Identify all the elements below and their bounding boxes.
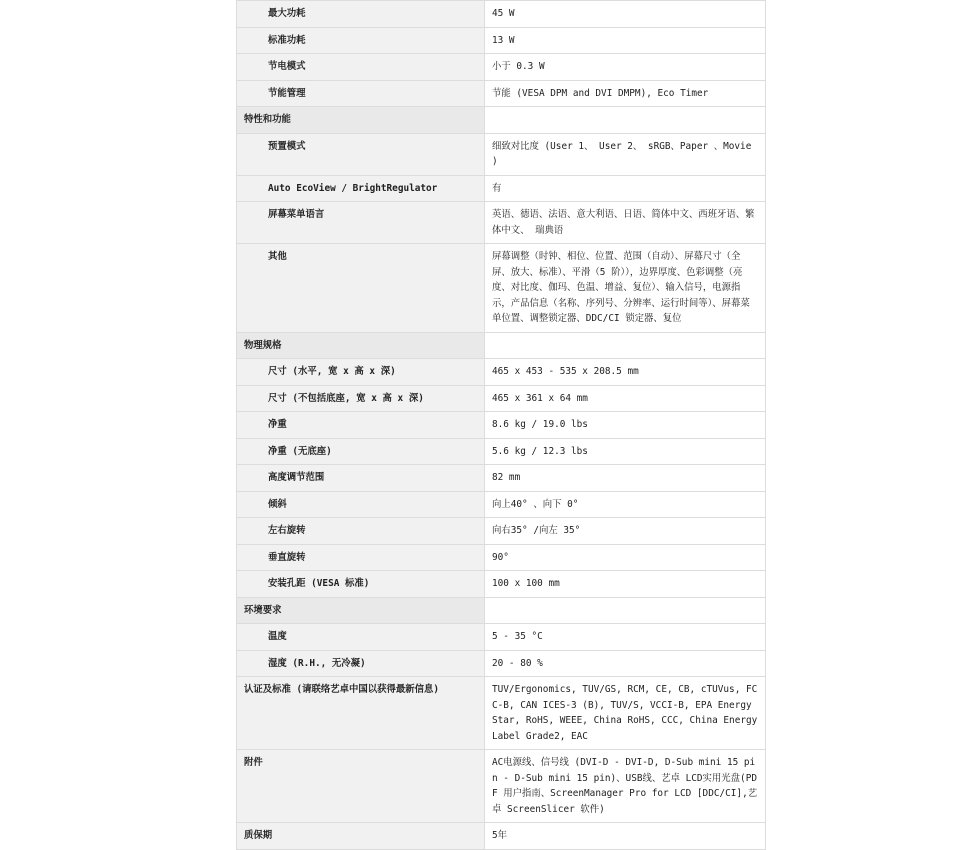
spec-label: 温度 [237,624,485,651]
spec-row [237,359,766,386]
spec-label: 预置模式 [237,133,485,175]
spec-value: 英语、德语、法语、意大利语、日语、简体中文、西班牙语、繁体中文、 瑞典语 [485,202,766,244]
spec-label: 质保期 [237,823,485,850]
spec-value: 8.6 kg / 19.0 lbs [485,412,766,439]
spec-value: 5.6 kg / 12.3 lbs [485,438,766,465]
spec-label: 垂直旋转 [237,544,485,571]
spec-row [237,518,766,545]
spec-value [485,107,766,134]
spec-value: 小于 0.3 W [485,54,766,81]
spec-row [237,624,766,651]
spec-row [237,412,766,439]
spec-label: 节电模式 [237,54,485,81]
section-header-row [237,332,766,359]
spec-label: 最大功耗 [237,1,485,28]
spec-value: 100 x 100 mm [485,571,766,598]
spec-value: 90° [485,544,766,571]
spec-value: 45 W [485,1,766,28]
section-header-row [237,597,766,624]
spec-value: 82 mm [485,465,766,492]
spec-value: 细致对比度 (User 1、 User 2、 sRGB、Paper 、Movie ) [485,133,766,175]
spec-row [237,80,766,107]
spec-value [485,332,766,359]
spec-row [237,544,766,571]
spec-label: 其他 [237,244,485,333]
section-title: 特性和功能 [237,107,485,134]
spec-row [237,1,766,28]
spec-row [237,465,766,492]
spec-label: 尺寸 (水平, 宽 x 高 x 深) [237,359,485,386]
spec-table [236,0,766,850]
spec-value: 向上40° 、向下 0° [485,491,766,518]
section-title: 环境要求 [237,597,485,624]
spec-value: 屏幕调整（时钟、相位、位置、范围（自动）、屏幕尺寸（全屏、放大、标准）、平滑（5 阶）），边界厚度、色彩调整（亮度、对比度、伽玛、色温、增益、复位）、输入信号，电源指示，产品信息（名称、序列号、分辨率、运行时间等）、屏幕菜单位置、调整锁定器、DDC/CI 锁定器、复位 [485,244,766,333]
spec-label: 屏幕菜单语言 [237,202,485,244]
spec-label: 净重 (无底座) [237,438,485,465]
spec-value: 节能 (VESA DPM and DVI DMPM), Eco Timer [485,80,766,107]
spec-row [237,385,766,412]
spec-value: 向右35° /向左 35° [485,518,766,545]
section-header-row [237,107,766,134]
spec-value: 465 x 361 x 64 mm [485,385,766,412]
spec-table-body [237,1,766,850]
spec-label: 附件 [237,750,485,823]
spec-value: 465 x 453 - 535 x 208.5 mm [485,359,766,386]
spec-value: 有 [485,175,766,202]
spec-label: 安装孔距 (VESA 标准) [237,571,485,598]
spec-row [237,650,766,677]
spec-row [237,438,766,465]
spec-row [237,133,766,175]
spec-row [237,175,766,202]
spec-row [237,750,766,823]
spec-row [237,677,766,750]
spec-value [485,597,766,624]
spec-value: 5年 [485,823,766,850]
spec-row [237,244,766,333]
spec-row [237,54,766,81]
spec-label: 节能管理 [237,80,485,107]
spec-label: 标准功耗 [237,27,485,54]
spec-label: 尺寸 (不包括底座, 宽 x 高 x 深) [237,385,485,412]
spec-value: 20 - 80 % [485,650,766,677]
spec-label: Auto EcoView / BrightRegulator [237,175,485,202]
section-title: 物理规格 [237,332,485,359]
spec-label: 倾斜 [237,491,485,518]
spec-row [237,491,766,518]
spec-row [237,27,766,54]
spec-value: 13 W [485,27,766,54]
spec-value: 5 - 35 °C [485,624,766,651]
spec-label: 湿度 (R.H., 无冷凝) [237,650,485,677]
spec-value: AC电源线、信号线 (DVI-D - DVI-D, D-Sub mini 15 pin - D-Sub mini 15 pin)、USB线、艺卓 LCD实用光盘(PDF 用户指南、ScreenManager Pro for LCD [DDC/CI],艺卓 ScreenSlicer 软件) [485,750,766,823]
spec-row [237,202,766,244]
spec-label: 认证及标准 (请联络艺卓中国以获得最新信息) [237,677,485,750]
spec-label: 左右旋转 [237,518,485,545]
spec-row [237,823,766,850]
spec-row [237,571,766,598]
spec-label: 净重 [237,412,485,439]
spec-value: TUV/Ergonomics, TUV/GS, RCM, CE, CB, cTUVus, FCC-B, CAN ICES-3 (B), TUV/S, VCCI-B, EPA Energy Star, RoHS, WEEE, China RoHS, CCC, China Energy Label Grade2, EAC [485,677,766,750]
spec-label: 高度调节范围 [237,465,485,492]
